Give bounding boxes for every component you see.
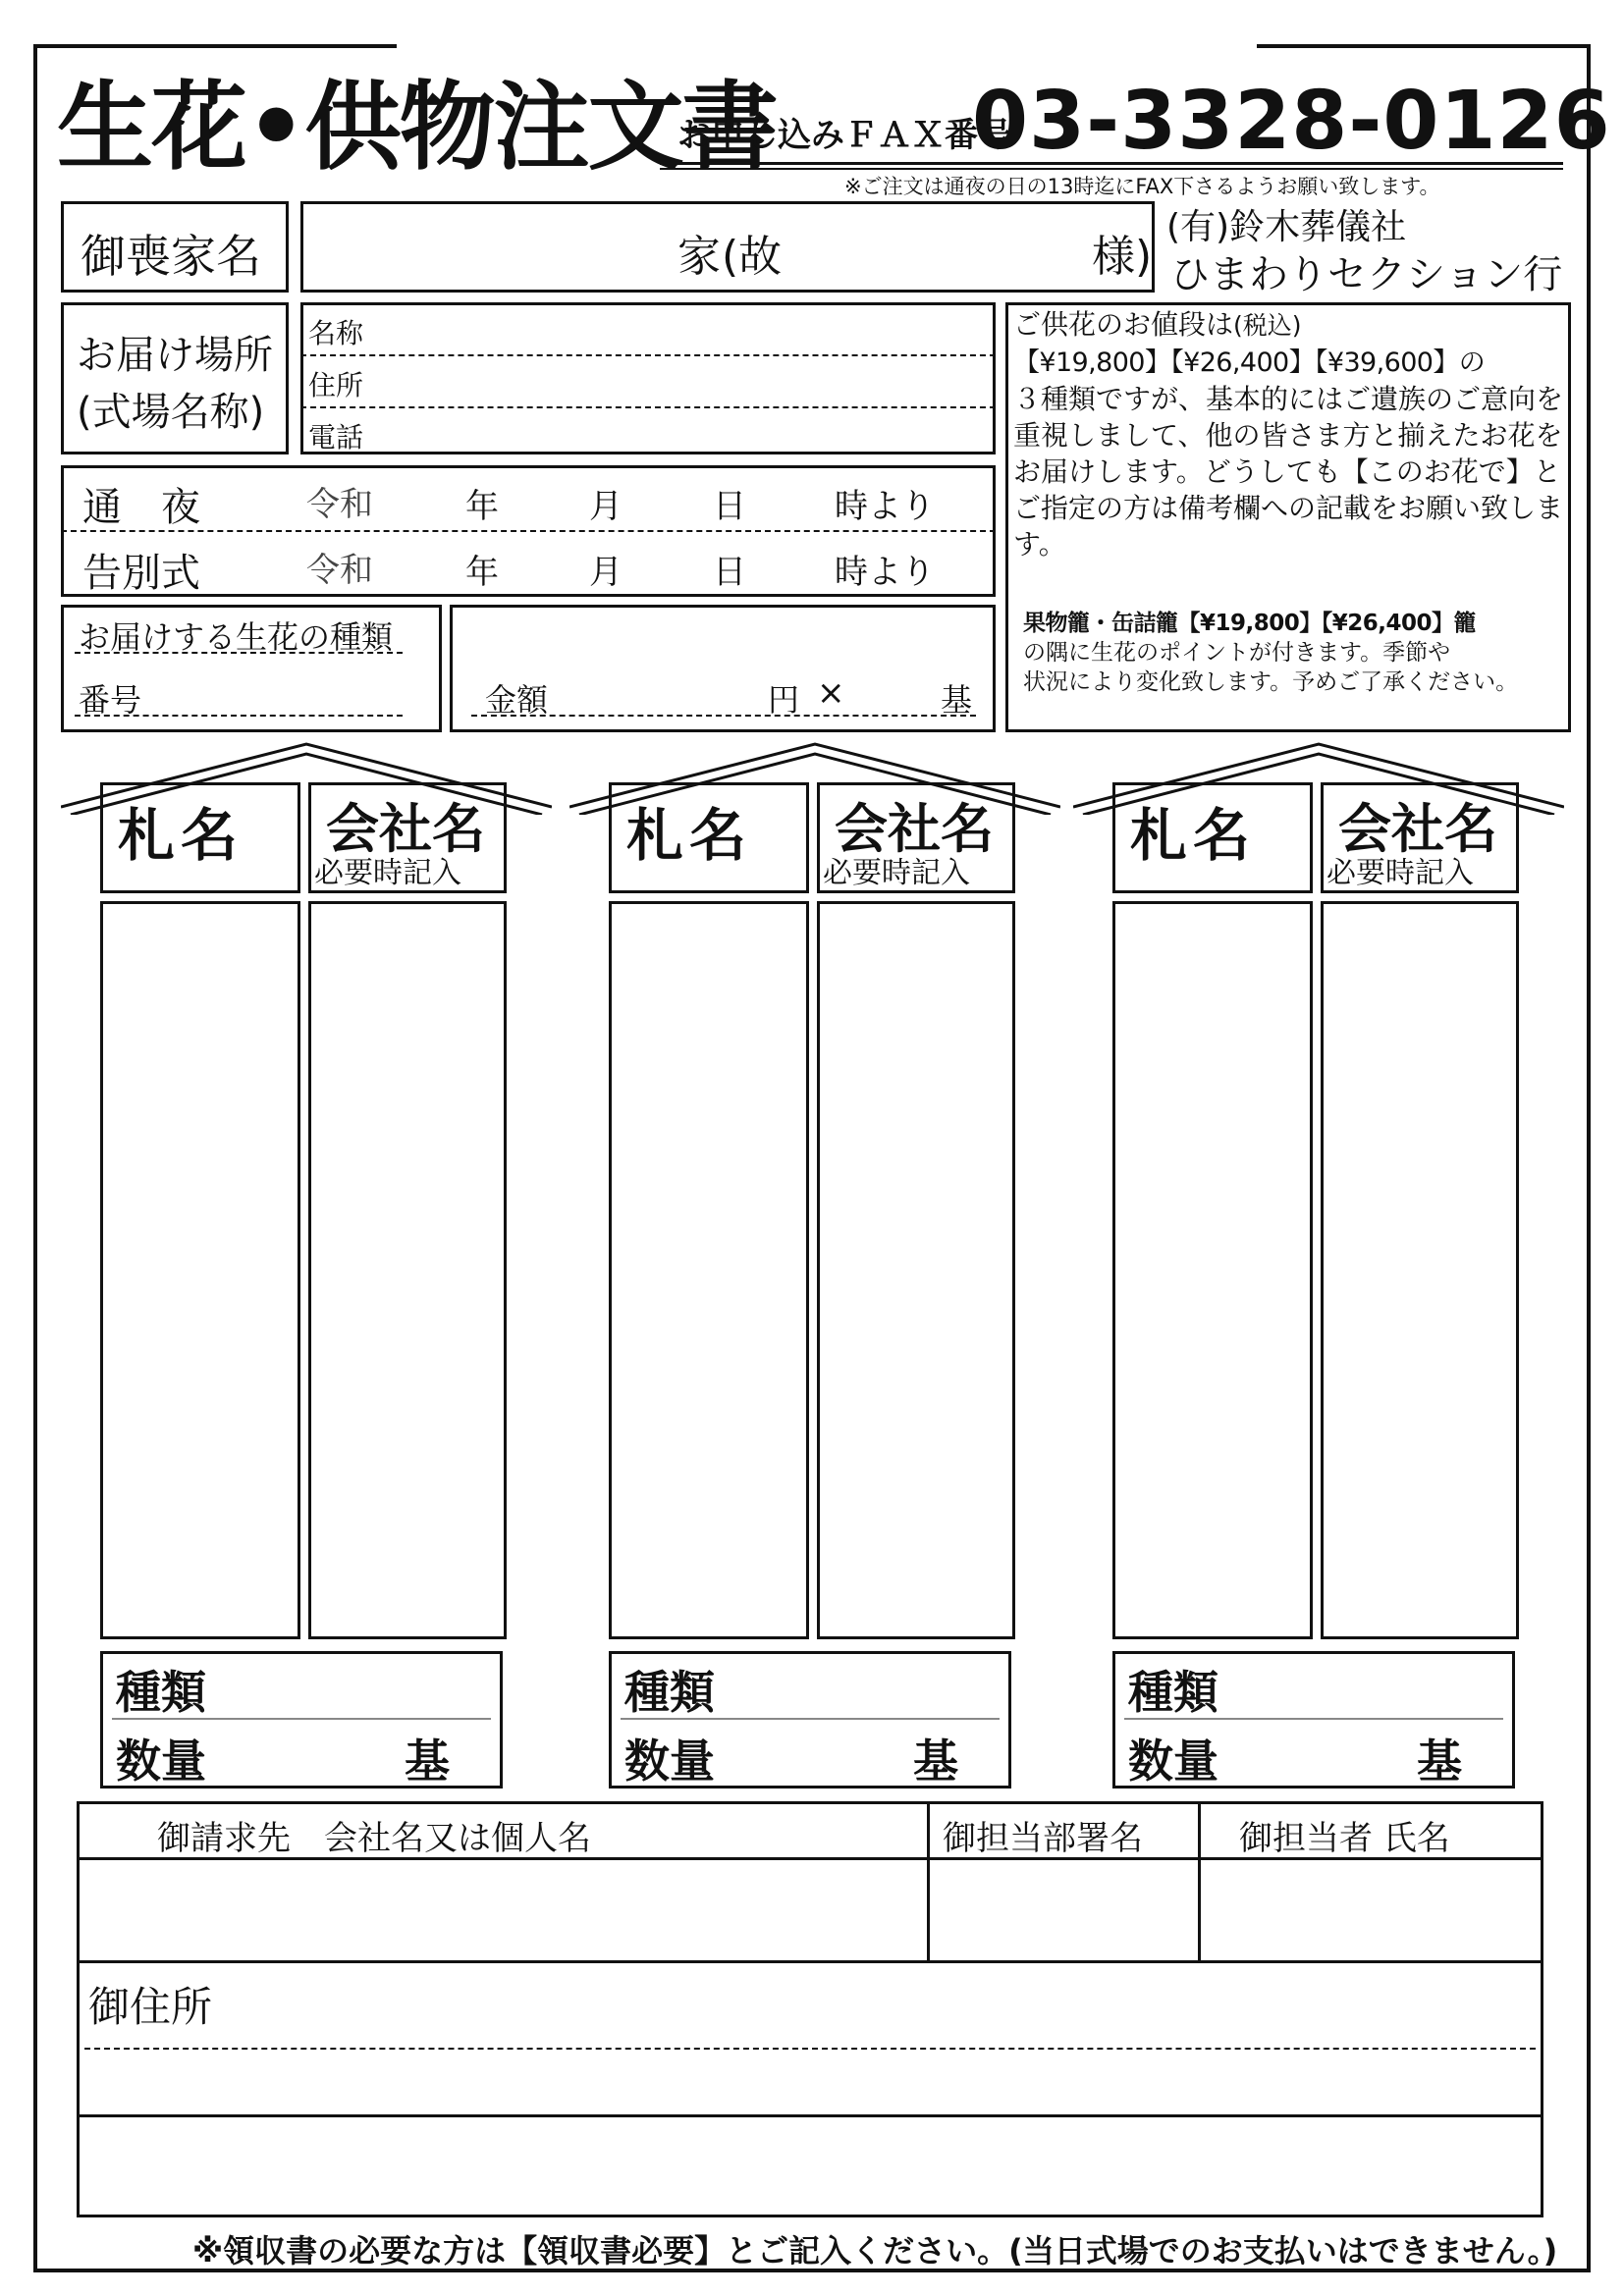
venue-address-label: 住所 <box>308 369 364 401</box>
funeral-era: 令和 <box>306 551 373 590</box>
name-tag-1 <box>61 736 552 1796</box>
venue-address-input[interactable] <box>378 359 987 400</box>
billing-row-line <box>77 1960 1543 1963</box>
wake-month: 月 <box>589 487 623 526</box>
company-note: 必要時記入 <box>823 856 970 890</box>
tag-detail-divider <box>112 1718 491 1720</box>
tag-unit-label: 基 <box>1417 1735 1462 1788</box>
billing-address-label: 御住所 <box>88 1983 213 2031</box>
fax-number: 03-3328-0126 <box>972 75 1611 168</box>
company-input[interactable] <box>823 907 1009 1633</box>
addressee-company: (有)鈴木葬儀社 <box>1166 207 1407 247</box>
fuda-header: 札名 <box>118 802 244 869</box>
tag-kind-label: 種類 <box>116 1666 206 1719</box>
billing-address-line <box>77 2114 1543 2117</box>
wake-day: 日 <box>713 487 746 526</box>
tag-kind-input[interactable] <box>218 1663 493 1712</box>
billto-label: 御請求先 会社名又は個人名 <box>157 1819 591 1858</box>
tag-kind-input[interactable] <box>1230 1663 1505 1712</box>
deadline-notice: ※ご注文は通夜の日の13時迄にFAX下さるようお願い致します。 <box>844 175 1440 198</box>
fuda-header: 札名 <box>1130 802 1257 869</box>
addressee-dept: ひまわりセクション行 <box>1170 252 1563 297</box>
schedule-divider <box>61 530 996 532</box>
billto-input[interactable] <box>88 1875 913 1949</box>
family-house: 家 <box>677 232 721 282</box>
tag-unit-label: 基 <box>913 1735 958 1788</box>
fuda-header: 札名 <box>626 802 753 869</box>
name-tag-2 <box>569 736 1060 1796</box>
tag-qty-label: 数量 <box>116 1735 206 1788</box>
tag-qty-label: 数量 <box>1128 1735 1218 1788</box>
fruit-info-line3: 状況により変化致します。予めご了承ください。 <box>1023 669 1519 695</box>
company-header: 会社名 <box>835 798 994 860</box>
company-header: 会社名 <box>1338 798 1497 860</box>
wake-year: 年 <box>465 487 499 526</box>
tag-unit-label: 基 <box>405 1735 450 1788</box>
flower-number-underline <box>75 715 403 717</box>
delivery-divider-2 <box>300 406 996 408</box>
form-title: 生花•供物注文書 <box>57 72 777 184</box>
billing-dept-label: 御担当部署名 <box>943 1819 1143 1858</box>
fax-label: お申し込みＦＡＸ番号 <box>677 116 1011 155</box>
amount-underline <box>471 715 976 717</box>
tag-detail-divider <box>621 1718 1000 1720</box>
family-late-close: 様) <box>1092 232 1153 282</box>
funeral-label: 告別式 <box>82 551 200 596</box>
fruit-info-line2: の隅に生花のポイントが付きます。季節や <box>1023 640 1451 666</box>
tag-qty-input[interactable] <box>218 1732 375 1781</box>
fruit-info <box>1023 609 1569 697</box>
amount-input[interactable] <box>560 671 776 713</box>
delivery-label-2: (式場名称) <box>77 390 265 435</box>
amount-label: 金額 <box>485 681 549 719</box>
price-info-content <box>1013 306 1565 562</box>
wake-time: 時より <box>835 487 935 526</box>
price-info-tax: (税込) <box>1233 311 1302 340</box>
funeral-day: 日 <box>713 553 746 592</box>
tag-qty-label: 数量 <box>624 1735 715 1788</box>
wake-era: 令和 <box>306 485 373 524</box>
header-underline-2 <box>660 168 1563 170</box>
family-label: 御喪家名 <box>81 230 261 283</box>
frame-top-right <box>1257 44 1591 48</box>
price-info-title: ご供花のお値段は <box>1013 308 1234 341</box>
flower-number-input[interactable] <box>147 671 403 713</box>
tag-kind-label: 種類 <box>624 1666 715 1719</box>
venue-name-label: 名称 <box>308 317 364 349</box>
company-input[interactable] <box>1326 907 1513 1633</box>
billing-remarks-input[interactable] <box>88 2128 1532 2203</box>
delivery-divider-1 <box>300 354 996 356</box>
header-underline <box>660 162 1563 165</box>
billing-person-label: 御担当者 氏名 <box>1239 1819 1450 1858</box>
company-input[interactable] <box>314 907 501 1633</box>
flower-number-label: 番号 <box>79 681 142 719</box>
billing-col-divider-2 <box>1198 1801 1201 1960</box>
billing-address-input-2[interactable] <box>88 2057 1532 2109</box>
company-note: 必要時記入 <box>314 856 461 890</box>
fuda-input[interactable] <box>615 907 803 1633</box>
company-note: 必要時記入 <box>1326 856 1474 890</box>
billing-address-dash <box>84 2048 1536 2050</box>
billing-col-divider-1 <box>927 1801 930 1960</box>
venue-phone-input[interactable] <box>378 411 987 451</box>
fuda-input[interactable] <box>1118 907 1307 1633</box>
price-info-body: ３種類ですが、基本的にはご遺族のご意向を重視しまして、他の皆さま方と揃えたお花をお届けします。どうしても【このお花で】とご指定の方は備考欄への記載をお願い致します。 <box>1013 383 1564 561</box>
fruit-info-line1: 果物籠・缶詰籠【¥19,800】【¥26,400】籠 <box>1023 611 1477 636</box>
tag-qty-input[interactable] <box>1230 1732 1387 1781</box>
company-header: 会社名 <box>326 798 485 860</box>
billing-person-input[interactable] <box>1210 1875 1532 1949</box>
amount-unit: 基 <box>941 681 973 719</box>
venue-name-input[interactable] <box>378 308 987 349</box>
footer-note: ※領収書の必要な方は【領収書必要】とご記入ください。(当日式場でのお支払いはできません。) <box>192 2232 1558 2269</box>
deceased-name-input[interactable] <box>800 218 1085 273</box>
amount-qty-input[interactable] <box>854 671 933 713</box>
name-tag-3 <box>1073 736 1564 1796</box>
frame-top-left <box>33 44 397 48</box>
billing-dept-input[interactable] <box>939 1875 1186 1949</box>
billing-address-input-1[interactable] <box>245 1983 1532 2034</box>
family-late-open: (故 <box>722 232 783 282</box>
tag-kind-label: 種類 <box>1128 1666 1218 1719</box>
venue-phone-label: 電話 <box>308 421 364 454</box>
family-name-input[interactable] <box>314 218 668 273</box>
amount-times: × <box>817 673 845 713</box>
wake-label: 通 夜 <box>82 485 200 530</box>
price-info-prices: 【¥19,800】【¥26,400】【¥39,600】の <box>1013 347 1486 378</box>
funeral-time: 時より <box>835 553 935 592</box>
tag-kind-input[interactable] <box>727 1663 1001 1712</box>
funeral-year: 年 <box>465 553 499 592</box>
fuda-input[interactable] <box>106 907 295 1633</box>
amount-yen: 円 <box>768 681 800 719</box>
funeral-month: 月 <box>589 553 623 592</box>
delivery-label-1: お届け場所 <box>77 333 273 378</box>
flower-type-label: お届けする生花の種類 <box>79 618 394 656</box>
flower-type-underline <box>75 652 403 654</box>
tag-qty-input[interactable] <box>727 1732 884 1781</box>
tag-detail-divider <box>1124 1718 1503 1720</box>
